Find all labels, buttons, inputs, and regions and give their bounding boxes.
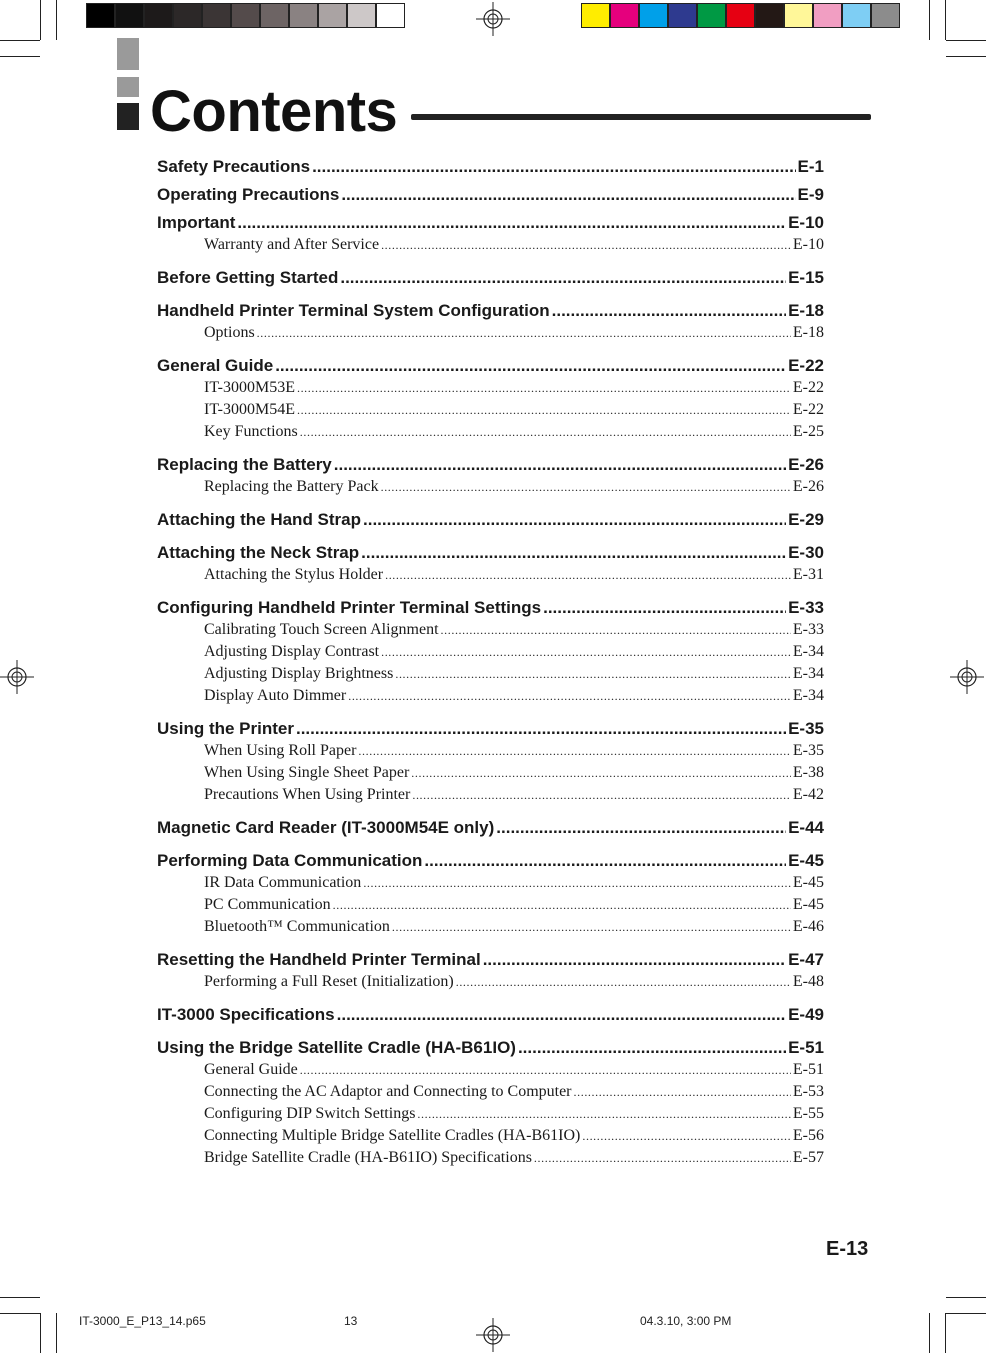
toc-page: E-45	[792, 874, 824, 891]
registration-target-left-icon	[0, 660, 34, 694]
toc-page: E-26	[792, 478, 824, 495]
toc-page: E-35	[792, 742, 824, 759]
toc-page: E-22	[792, 379, 824, 396]
toc-subsection[interactable]	[157, 399, 824, 421]
registration-target-right-icon	[950, 660, 984, 694]
toc-subsection[interactable]	[157, 872, 824, 894]
toc-label: Configuring DIP Switch Settings	[204, 1105, 416, 1122]
footer-sheet: 13	[344, 1314, 358, 1328]
toc-leader	[337, 1004, 786, 1026]
toc-page: E-56	[792, 1127, 824, 1144]
toc-label: Performing a Full Reset (Initialization)	[204, 973, 454, 990]
toc-page: E-1	[797, 157, 824, 176]
toc-section[interactable]	[157, 300, 824, 322]
toc-section[interactable]	[157, 355, 824, 377]
toc-label: IT-3000M53E	[204, 379, 295, 396]
toc-subsection[interactable]	[157, 685, 824, 707]
toc-page: E-51	[792, 1061, 824, 1078]
toc-section[interactable]	[157, 454, 824, 476]
toc-section[interactable]	[157, 1004, 824, 1026]
toc-leader	[296, 718, 786, 740]
toc-page: E-42	[792, 786, 824, 803]
gray-swatch	[173, 3, 202, 28]
toc-label: Performing Data Communication	[157, 851, 423, 870]
toc-label: Attaching the Neck Strap	[157, 543, 360, 562]
toc-page: E-35	[788, 719, 824, 738]
toc-label: Important	[157, 213, 236, 232]
registration-target-top-icon	[476, 2, 510, 36]
toc-page: E-26	[788, 455, 824, 474]
toc-subsection[interactable]	[157, 421, 824, 443]
toc-leader	[412, 784, 791, 806]
toc-page: E-45	[788, 851, 824, 870]
toc-label: Key Functions	[204, 423, 298, 440]
heading-gray-block	[117, 38, 139, 70]
toc-label: Replacing the Battery	[157, 455, 332, 474]
gray-swatch	[376, 3, 405, 28]
toc-subsection[interactable]	[157, 971, 824, 993]
toc-label: Safety Precautions	[157, 157, 311, 176]
toc-label: Display Auto Dimmer	[204, 687, 347, 704]
toc-subsection[interactable]	[157, 234, 824, 256]
toc-leader	[348, 685, 791, 707]
toc-subsection[interactable]	[157, 663, 824, 685]
toc-label: Precautions When Using Printer	[204, 786, 411, 803]
toc-subsection[interactable]	[157, 784, 824, 806]
toc-page: E-29	[788, 510, 824, 529]
toc-section[interactable]	[157, 850, 824, 872]
gray-swatch	[289, 3, 318, 28]
title-rule	[411, 114, 871, 120]
process-swatch	[610, 3, 639, 28]
page-title: Contents	[150, 79, 398, 144]
toc-leader	[297, 377, 791, 399]
toc-label: Using the Printer	[157, 719, 294, 738]
toc-subsection[interactable]	[157, 916, 824, 938]
toc-label: Attaching the Hand Strap	[157, 510, 362, 529]
toc-subsection[interactable]	[157, 740, 824, 762]
toc-leader	[300, 1059, 791, 1081]
toc-leader	[275, 355, 786, 377]
toc-label: General Guide	[204, 1061, 298, 1078]
toc-label: PC Communication	[204, 896, 331, 913]
toc-page: E-55	[792, 1105, 824, 1122]
process-swatch	[871, 3, 900, 28]
toc-subsection[interactable]	[157, 377, 824, 399]
footer-timestamp: 04.3.10, 3:00 PM	[640, 1314, 732, 1328]
toc-subsection[interactable]	[157, 762, 824, 784]
toc-page: E-53	[792, 1083, 824, 1100]
toc-leader	[361, 542, 786, 564]
toc-leader	[582, 1125, 791, 1147]
toc-label: Adjusting Display Contrast	[204, 643, 380, 660]
gray-swatch	[347, 3, 376, 28]
gray-swatch	[318, 3, 347, 28]
toc-page: E-30	[788, 543, 824, 562]
gray-swatch	[86, 3, 115, 28]
gray-swatch	[115, 3, 144, 28]
toc-leader	[381, 476, 791, 498]
toc-leader	[363, 509, 786, 531]
toc-section[interactable]	[157, 949, 824, 971]
toc-leader	[312, 156, 795, 178]
toc-page: E-34	[792, 687, 824, 704]
toc-label: Operating Precautions	[157, 185, 340, 204]
toc-section[interactable]	[157, 718, 824, 740]
toc-leader	[456, 971, 791, 993]
toc-subsection[interactable]	[157, 641, 824, 663]
toc-page: E-38	[792, 764, 824, 781]
process-swatch	[668, 3, 697, 28]
toc-leader	[334, 454, 786, 476]
toc-leader	[417, 1103, 790, 1125]
toc-subsection[interactable]	[157, 1081, 824, 1103]
toc-leader	[300, 421, 791, 443]
toc-leader	[341, 184, 795, 206]
toc-leader	[534, 1147, 791, 1169]
gray-swatch	[144, 3, 173, 28]
toc-label: Connecting the AC Adaptor and Connecting to Computer	[204, 1083, 572, 1100]
process-swatch	[784, 3, 813, 28]
toc-label: Attaching the Stylus Holder	[204, 566, 384, 583]
toc-leader	[424, 850, 786, 872]
gray-swatch	[260, 3, 289, 28]
toc-leader	[257, 322, 791, 344]
toc-page: E-25	[792, 423, 824, 440]
toc-label: Handheld Printer Terminal System Configuration	[157, 301, 550, 320]
toc-label: When Using Single Sheet Paper	[204, 764, 410, 781]
toc-label: Before Getting Started	[157, 268, 339, 287]
process-swatch	[581, 3, 610, 28]
gray-swatch	[231, 3, 260, 28]
toc-subsection[interactable]	[157, 564, 824, 586]
toc-section[interactable]	[157, 267, 824, 289]
toc-section[interactable]	[157, 184, 824, 206]
toc-page: E-10	[788, 213, 824, 232]
toc-page: E-18	[788, 301, 824, 320]
process-swatch	[755, 3, 784, 28]
process-swatch	[726, 3, 755, 28]
toc-page: E-44	[788, 818, 824, 837]
toc-page: E-48	[792, 973, 824, 990]
toc-subsection[interactable]	[157, 476, 824, 498]
toc-label: Magnetic Card Reader (IT-3000M54E only)	[157, 818, 495, 837]
process-swatch	[842, 3, 871, 28]
toc-label: IT-3000M54E	[204, 401, 295, 418]
toc-section[interactable]	[157, 1037, 824, 1059]
toc-leader	[363, 872, 791, 894]
toc-section[interactable]	[157, 597, 824, 619]
toc-label: IR Data Communication	[204, 874, 362, 891]
toc-section[interactable]	[157, 542, 824, 564]
toc-section[interactable]	[157, 817, 824, 839]
toc-leader	[340, 267, 786, 289]
toc-leader	[358, 740, 790, 762]
toc-subsection[interactable]	[157, 322, 824, 344]
toc-leader	[411, 762, 791, 784]
toc-page: E-22	[792, 401, 824, 418]
toc-page: E-18	[792, 324, 824, 341]
toc-label: Replacing the Battery Pack	[204, 478, 379, 495]
toc-section[interactable]	[157, 509, 824, 531]
toc-page: E-34	[792, 665, 824, 682]
toc-subsection[interactable]	[157, 1103, 824, 1125]
toc-subsection[interactable]	[157, 894, 824, 916]
toc-page: E-57	[792, 1149, 824, 1166]
toc-page: E-33	[792, 621, 824, 638]
toc-label: Bluetooth™ Communication	[204, 918, 390, 935]
toc-leader	[395, 663, 791, 685]
toc-page: E-33	[788, 598, 824, 617]
toc-leader	[496, 817, 786, 839]
toc-page: E-15	[788, 268, 824, 287]
toc-leader	[381, 641, 791, 663]
toc-label: Using the Bridge Satellite Cradle (HA-B61IO)	[157, 1038, 516, 1057]
toc-section[interactable]	[157, 156, 824, 178]
toc-label: IT-3000 Specifications	[157, 1005, 335, 1024]
toc-label: Connecting Multiple Bridge Satellite Cradles (HA-B61IO)	[204, 1127, 581, 1144]
toc-page: E-49	[788, 1005, 824, 1024]
toc-label: Calibrating Touch Screen Alignment	[204, 621, 439, 638]
toc-leader	[552, 300, 786, 322]
toc-label: Bridge Satellite Cradle (HA-B61IO) Specifications	[204, 1149, 532, 1166]
process-swatch	[639, 3, 668, 28]
toc-leader	[392, 916, 791, 938]
toc-leader	[574, 1081, 791, 1103]
toc-label: Adjusting Display Brightness	[204, 665, 394, 682]
toc-leader	[543, 597, 786, 619]
toc-subsection[interactable]	[157, 1059, 824, 1081]
heading-gray-block-2	[117, 77, 139, 97]
toc-page: E-10	[792, 236, 824, 253]
toc-page: E-22	[788, 356, 824, 375]
process-swatch	[697, 3, 726, 28]
toc-leader	[385, 564, 791, 586]
toc-label: Warranty and After Service	[204, 236, 380, 253]
toc-leader	[297, 399, 791, 421]
toc-subsection[interactable]	[157, 1147, 824, 1169]
toc-leader	[441, 619, 791, 641]
toc-label: Configuring Handheld Printer Terminal Settings	[157, 598, 542, 617]
toc-leader	[237, 212, 786, 234]
toc-page: E-51	[788, 1038, 824, 1057]
toc-page: E-45	[792, 896, 824, 913]
process-swatch	[813, 3, 842, 28]
toc-leader	[381, 234, 791, 256]
toc-label: General Guide	[157, 356, 274, 375]
toc-leader	[333, 894, 791, 916]
toc-page: E-34	[792, 643, 824, 660]
footer-file: IT-3000_E_P13_14.p65	[79, 1314, 206, 1328]
toc-page: E-31	[792, 566, 824, 583]
toc-subsection[interactable]	[157, 1125, 824, 1147]
toc-label: Options	[204, 324, 255, 341]
toc-page: E-9	[797, 185, 824, 204]
toc-leader	[483, 949, 786, 971]
registration-target-bottom-icon	[476, 1318, 510, 1352]
page-number: E-13	[826, 1238, 869, 1260]
toc-subsection[interactable]	[157, 619, 824, 641]
table-of-contents	[157, 156, 824, 1169]
toc-page: E-47	[788, 950, 824, 969]
toc-section[interactable]	[157, 212, 824, 234]
heading-dark-block	[117, 103, 139, 130]
toc-page: E-46	[792, 918, 824, 935]
toc-label: Resetting the Handheld Printer Terminal	[157, 950, 481, 969]
toc-leader	[518, 1037, 786, 1059]
toc-label: When Using Roll Paper	[204, 742, 357, 759]
gray-swatch	[202, 3, 231, 28]
